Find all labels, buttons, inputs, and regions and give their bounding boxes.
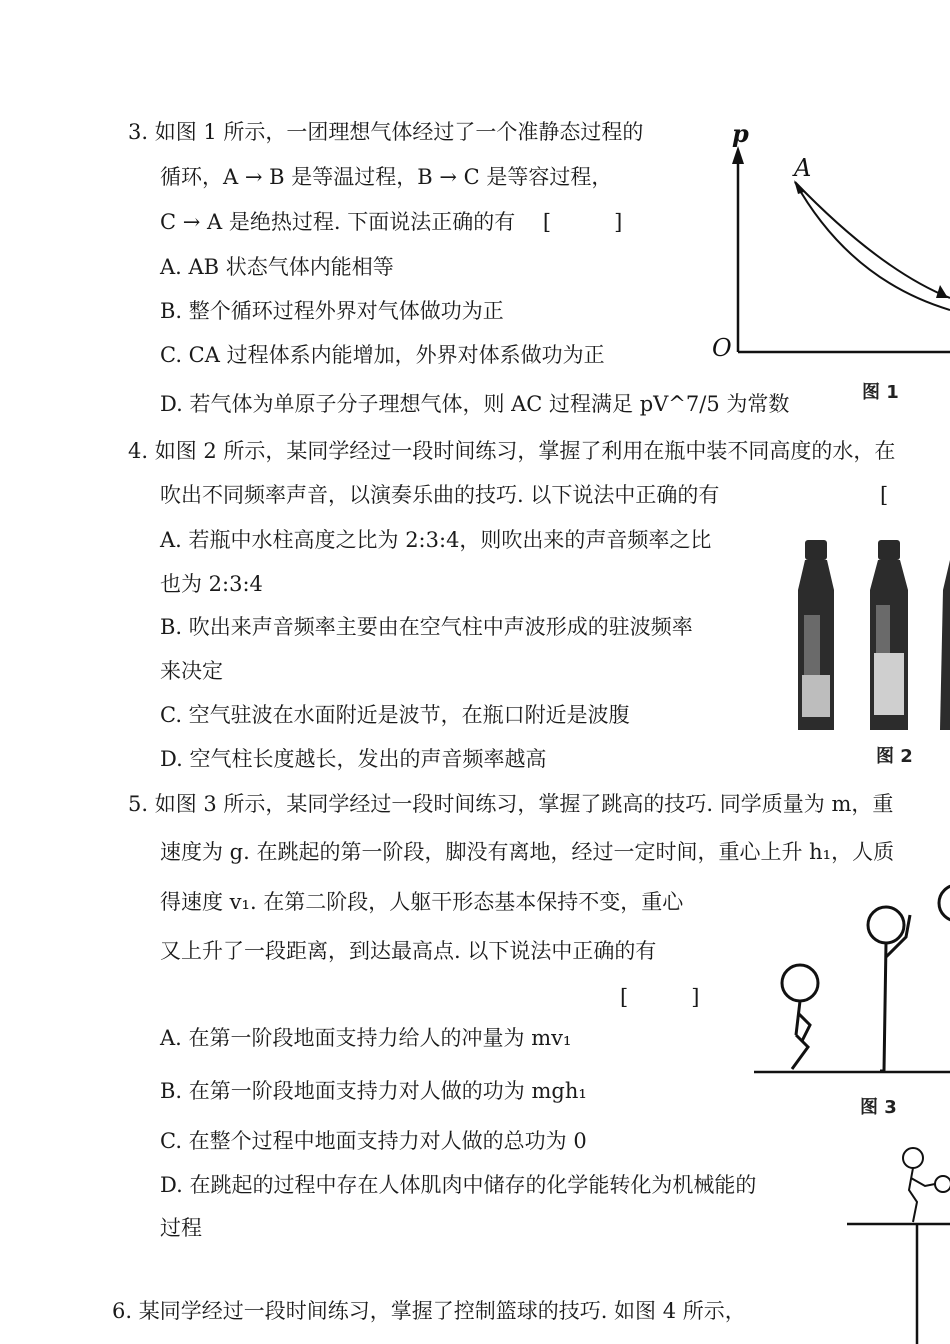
q5-line-3: 得速度 v₁. 在第二阶段，人躯干形态基本保持不变，重心 — [160, 890, 684, 914]
q5-line-4: 又上升了一段距离，到达最高点. 以下说法中正确的有 — [160, 939, 657, 963]
q4-option-b-cont: 来决定 — [160, 659, 223, 683]
fig3-caption: 图 3 — [860, 1097, 897, 1118]
q4-line-1: 4. 如图 2 所示，某同学经过一段时间练习，掌握了利用在瓶中装不同高度的水，在 — [128, 439, 896, 463]
q4-option-a: A. 若瓶中水柱高度之比为 2:3:4，则吹出来的声音频率之比 — [160, 528, 712, 552]
q3-line-2: 循环，A → B 是等温过程，B → C 是等容过程， — [160, 165, 613, 189]
q5-line-2: 速度为 g. 在跳起的第一阶段，脚没有离地，经过一定时间，重心上升 h₁，人质 — [160, 840, 895, 864]
fig1-caption: 图 1 — [862, 382, 899, 403]
bottles-photo-icon — [790, 535, 950, 735]
fig2-caption: 图 2 — [876, 746, 913, 767]
q5-bracket: [ ] — [620, 985, 700, 1009]
q3-line-3: C → A 是绝热过程. 下面说法正确的有 [ ] — [160, 210, 623, 234]
q3-option-d: D. 若气体为单原子分子理想气体，则 AC 过程满足 pV^7/5 为常数 — [160, 392, 790, 416]
q4-option-d: D. 空气柱长度越长，发出的声音频率越高 — [160, 747, 547, 771]
q4-bracket: [ — [880, 483, 889, 507]
q4-option-c: C. 空气驻波在水面附近是波节，在瓶口附近是波腹 — [160, 703, 630, 727]
q4-option-b: B. 吹出来声音频率主要由在空气柱中声波形成的驻波频率 — [160, 615, 693, 639]
q3-option-b: B. 整个循环过程外界对气体做功为正 — [160, 299, 504, 323]
q4-option-a-cont: 也为 2:3:4 — [160, 572, 263, 596]
q4-line-2: 吹出不同频率声音，以演奏乐曲的技巧. 以下说法中正确的有 — [160, 483, 720, 507]
q3-option-c: C. CA 过程体系内能增加，外界对体系做功为正 — [160, 343, 605, 367]
basketball-figure-icon — [845, 1140, 950, 1344]
fig1-point-a: A — [794, 154, 812, 182]
jump-stick-figures-icon — [752, 875, 950, 1080]
q3-line-1: 3. 如图 1 所示，一团理想气体经过了一个准静态过程的 — [128, 120, 644, 144]
fig1-origin: O — [712, 334, 732, 360]
q5-option-d-cont: 过程 — [160, 1216, 202, 1240]
q5-option-a: A. 在第一阶段地面支持力给人的冲量为 mv₁ — [160, 1026, 572, 1050]
q5-option-c: C. 在整个过程中地面支持力对人做的总功为 0 — [160, 1129, 587, 1153]
pv-diagram-icon — [700, 120, 950, 360]
q5-option-b: B. 在第一阶段地面支持力对人做的功为 mgh₁ — [160, 1079, 587, 1103]
q3-option-a: A. AB 状态气体内能相等 — [160, 255, 394, 279]
q5-line-1: 5. 如图 3 所示，某同学经过一段时间练习，掌握了跳高的技巧. 同学质量为 m，重 — [128, 792, 894, 816]
fig1-axis-p: p — [732, 120, 749, 148]
q5-option-d: D. 在跳起的过程中存在人体肌肉中储存的化学能转化为机械能的 — [160, 1173, 757, 1197]
q6-line-1: 6. 某同学经过一段时间练习，掌握了控制篮球的技巧. 如图 4 所示， — [112, 1299, 746, 1323]
